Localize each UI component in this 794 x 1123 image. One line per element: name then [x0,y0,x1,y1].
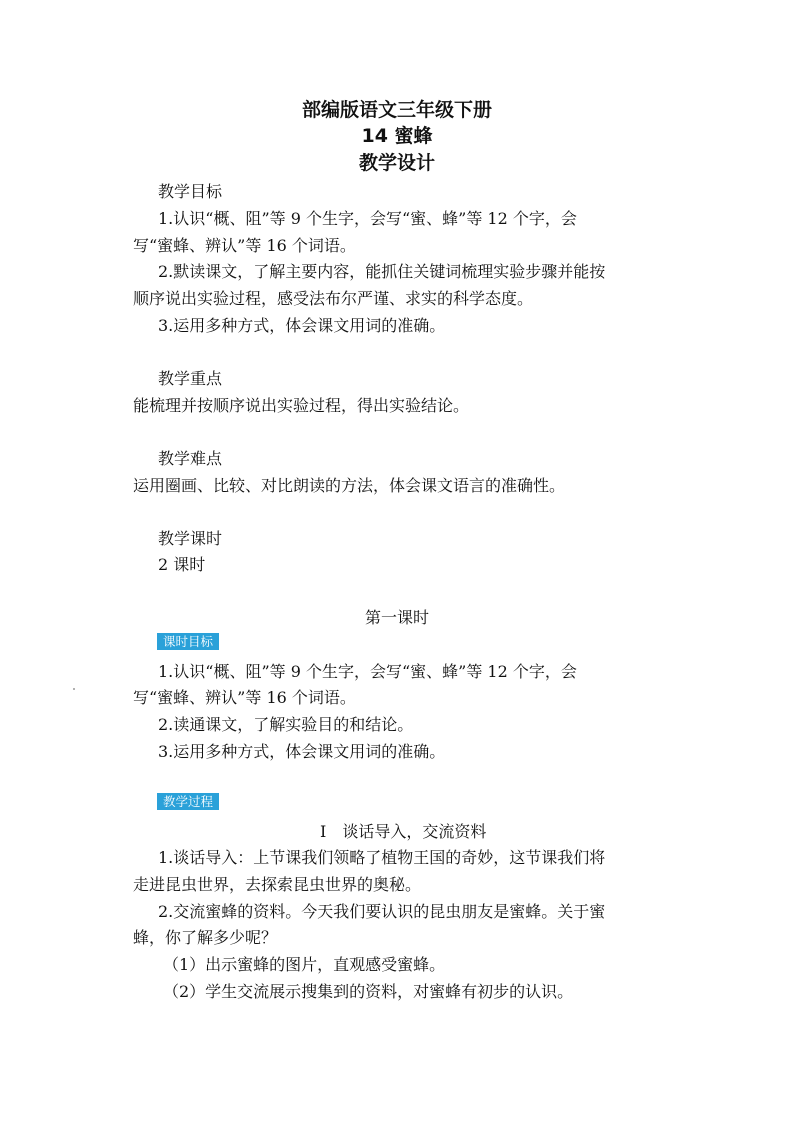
teaching-process-tag: 教学过程 [157,793,219,810]
goals-line-5: 3.运用多种方式，体会课文用词的准确。 [158,316,446,335]
lesson-goals-line-1: 1.认识“概、阻”等 9 个生字，会写“蜜、蜂”等 12 个字，会 [158,662,577,681]
difficulty-text: 运用圈画、比较、对比朗读的方法，体会课文语言的准确性。 [133,476,566,495]
goals-line-1: 1.认识“概、阻”等 9 个生字，会写“蜜、蜂”等 12 个字，会 [158,209,577,228]
process-line-5: （1）出示蜜蜂的图片，直观感受蜜蜂。 [163,955,446,974]
focus-heading: 教学重点 [158,369,223,388]
document-subtitle: 教学设计 [358,152,435,174]
goals-line-2: 写“蜜蜂、辨认”等 16 个词语。 [133,236,356,255]
lesson-goals-line-4: 3.运用多种方式，体会课文用词的准确。 [158,742,446,761]
section-1-title: Ⅰ 谈话导入，交流资料 [320,822,487,841]
process-line-2: 走进昆虫世界，去探索昆虫世界的奥秘。 [133,875,422,894]
hours-heading: 教学课时 [158,529,223,548]
hours-text: 2 课时 [158,555,206,574]
lesson-title: 14 蜜蜂 [361,125,433,147]
process-line-1: 1.谈话导入：上节课我们领略了植物王国的奇妙，这节课我们将 [158,848,606,867]
lesson-goals-line-2: 写“蜜蜂、辨认”等 16 个词语。 [133,688,356,707]
process-line-4: 蜂，你了解多少呢？ [133,928,278,947]
document-title: 部编版语文三年级下册 [301,99,492,121]
focus-text: 能梳理并按顺序说出实验过程，得出实验结论。 [133,396,470,415]
difficulty-heading: 教学难点 [158,449,223,468]
goals-line-3: 2.默读课文，了解主要内容，能抓住关键词梳理实验步骤并能按 [158,262,606,281]
lesson-1-heading: 第一课时 [364,608,429,627]
process-line-3: 2.交流蜜蜂的资料。今天我们要认识的昆虫朋友是蜜蜂。关于蜜 [158,902,606,921]
lesson-goals-tag: 课时目标 [157,633,219,650]
margin-dot [73,688,75,690]
lesson-goals-line-3: 2.读通课文，了解实验目的和结论。 [158,715,414,734]
goals-line-4: 顺序说出实验过程，感受法布尔严谨、求实的科学态度。 [133,289,534,308]
goals-heading: 教学目标 [158,182,223,201]
process-line-6: （2）学生交流展示搜集到的资料，对蜜蜂有初步的认识。 [163,982,574,1001]
